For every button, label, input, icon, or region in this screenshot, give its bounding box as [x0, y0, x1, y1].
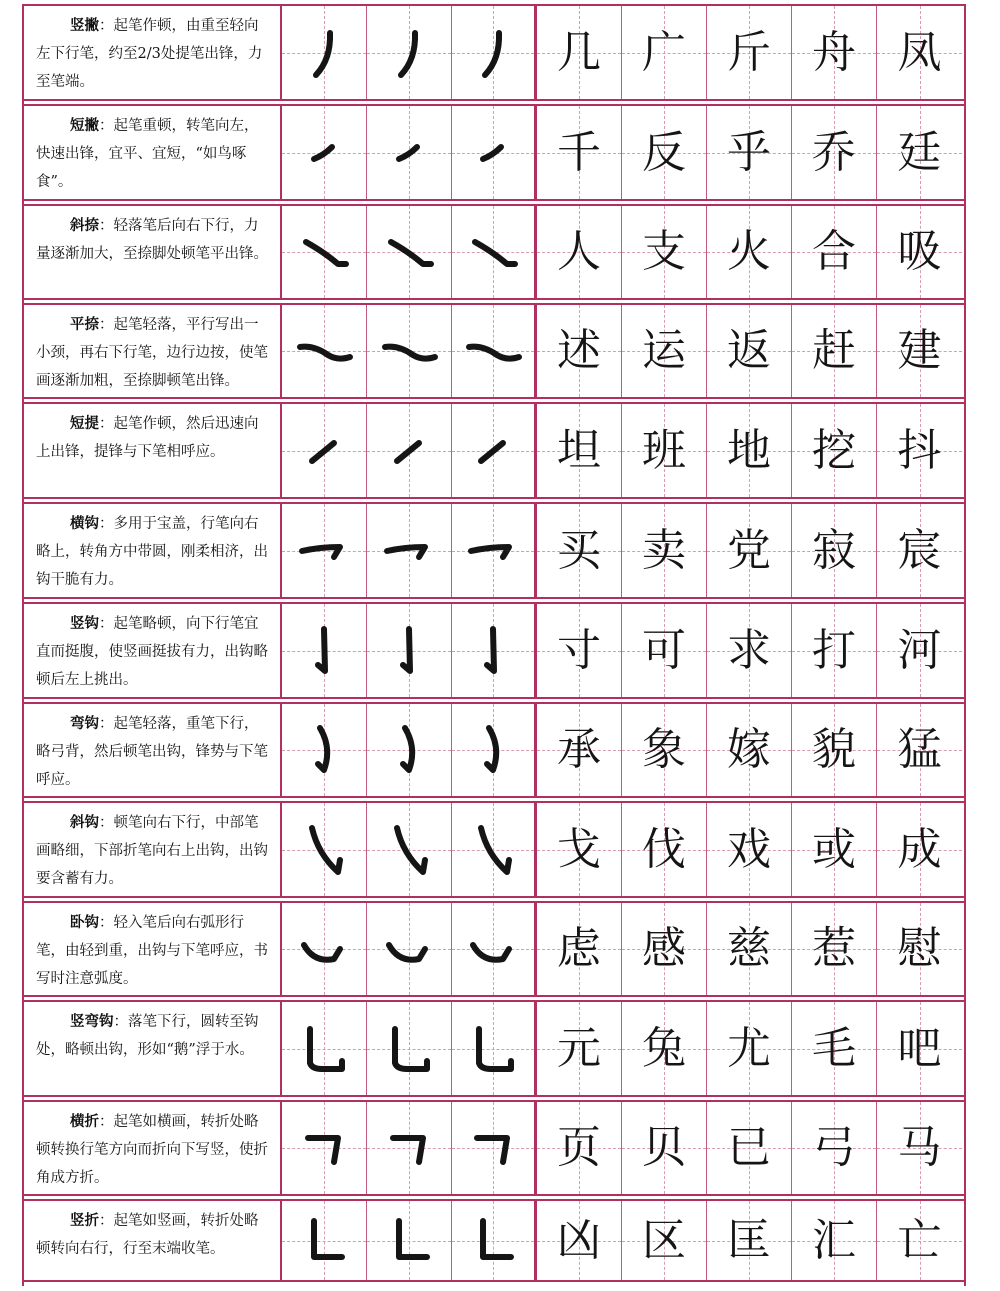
example-character-cell — [877, 704, 962, 796]
example-character: 毛 — [812, 1022, 856, 1074]
example-character: 合 — [812, 226, 856, 277]
stroke-description — [24, 604, 282, 697]
example-character: 区 — [642, 1214, 686, 1266]
example-character-cell — [877, 1201, 962, 1280]
vertical-bend-hook-stroke-icon — [294, 1019, 354, 1079]
horizontal-hook-stroke-icon — [379, 521, 439, 581]
stroke-sample-cell — [282, 1002, 367, 1095]
short-rising-stroke-icon — [379, 421, 439, 481]
stroke-row — [24, 1100, 964, 1196]
slanted-right-falling-stroke-icon — [294, 222, 354, 282]
example-character: 买 — [557, 524, 601, 576]
horizontal-hook-stroke-icon — [294, 521, 354, 581]
example-character-cell — [622, 504, 707, 597]
example-character-cell — [622, 404, 707, 497]
stroke-sample-cell — [452, 1201, 537, 1280]
example-character-cell — [707, 1102, 792, 1194]
vertical-bend-hook-stroke-icon — [379, 1019, 439, 1079]
vertical-hook-stroke-icon — [463, 621, 523, 681]
example-character: 广 — [642, 26, 686, 78]
example-character-cell — [537, 903, 622, 995]
example-character: 感 — [642, 923, 686, 974]
example-character-cell — [792, 404, 877, 497]
example-character-cell — [622, 106, 707, 199]
stroke-row — [24, 1000, 964, 1097]
curved-hook-stroke-icon — [379, 720, 439, 780]
example-character: 乔 — [812, 126, 856, 178]
stroke-sample-cell — [282, 1102, 367, 1194]
example-character-cell — [877, 604, 962, 697]
stroke-sample-cell — [367, 903, 452, 995]
example-character: 猛 — [897, 724, 942, 775]
stroke-sample-cell — [367, 1201, 452, 1280]
example-character: 已 — [727, 1122, 771, 1173]
stroke-description — [24, 6, 282, 99]
stroke-term: 斜钩 — [70, 815, 99, 831]
stroke-row — [24, 1199, 964, 1282]
example-character-cell — [877, 106, 962, 199]
stroke-description — [24, 106, 282, 199]
example-character-cell — [792, 1102, 877, 1194]
stroke-sample-cell — [282, 305, 367, 397]
example-character: 卖 — [642, 524, 686, 576]
example-character: 返 — [727, 325, 771, 376]
short-left-falling-stroke-icon — [294, 123, 354, 183]
stroke-sample-cell — [452, 305, 537, 397]
example-character-cell — [792, 604, 877, 697]
example-character: 乎 — [727, 126, 771, 178]
example-character-cell — [877, 1002, 962, 1095]
stroke-description — [24, 803, 282, 896]
example-character: 打 — [812, 624, 856, 676]
example-character: 亡 — [897, 1214, 942, 1266]
example-character-cell — [792, 106, 877, 199]
stroke-explanation: ：顿笔向右下行，中部笔画略细，下部折笔向右上出钩，出钩要含蓄有力。 — [36, 815, 268, 887]
stroke-description — [24, 704, 282, 796]
example-character: 党 — [727, 524, 771, 576]
slanted-right-falling-stroke-icon — [463, 222, 523, 282]
stroke-sample-cell — [452, 1102, 537, 1194]
stroke-row — [24, 702, 964, 798]
horizontal-hook-stroke-icon — [463, 521, 523, 581]
stroke-term: 卧钩 — [70, 915, 99, 931]
example-character-cell — [792, 704, 877, 796]
stroke-sample-cell — [452, 704, 537, 796]
example-character-cell — [622, 1201, 707, 1280]
example-character-cell — [792, 803, 877, 896]
example-character: 可 — [642, 624, 686, 676]
stroke-sample-cell — [367, 604, 452, 697]
stroke-explanation: ：轻入笔后向右弧形行笔，由轻到重，出钩与下笔呼应，书写时注意弧度。 — [36, 915, 268, 987]
example-character-cell — [622, 604, 707, 697]
example-character-cell — [707, 106, 792, 199]
vertical-hook-stroke-icon — [294, 621, 354, 681]
short-rising-stroke-icon — [463, 421, 523, 481]
stroke-description — [24, 206, 282, 298]
lying-hook-stroke-icon — [379, 919, 439, 979]
example-character-cell — [877, 305, 962, 397]
stroke-sample-cell — [282, 704, 367, 796]
stroke-explanation: ：起笔如横画，转折处略顿转换行笔方向而折向下写竖，使折角成方折。 — [36, 1114, 268, 1186]
example-character-cell — [707, 1002, 792, 1095]
example-character-cell — [792, 504, 877, 597]
example-character: 舟 — [812, 26, 856, 78]
stroke-sample-cell — [452, 604, 537, 697]
stroke-term: 短提 — [70, 416, 99, 432]
example-character-cell — [622, 1002, 707, 1095]
example-character: 兔 — [642, 1022, 686, 1074]
stroke-row — [24, 602, 964, 699]
example-character-cell — [622, 206, 707, 298]
stroke-sample-cell — [367, 106, 452, 199]
stroke-row — [24, 104, 964, 201]
stroke-description — [24, 903, 282, 995]
example-character: 河 — [897, 624, 942, 676]
vertical-left-falling-stroke-icon — [294, 23, 354, 83]
stroke-term: 竖撇 — [70, 18, 99, 34]
stroke-description — [24, 404, 282, 497]
stroke-term: 弯钩 — [70, 716, 99, 732]
short-left-falling-stroke-icon — [463, 123, 523, 183]
example-character: 象 — [642, 724, 686, 775]
example-character: 惹 — [812, 923, 856, 974]
slanted-hook-stroke-icon — [379, 820, 439, 880]
example-character: 寸 — [557, 624, 601, 676]
example-character: 坦 — [557, 424, 601, 476]
example-character-cell — [707, 504, 792, 597]
vertical-bend-hook-stroke-icon — [463, 1019, 523, 1079]
stroke-sample-cell — [282, 206, 367, 298]
stroke-term: 竖钩 — [70, 616, 99, 632]
example-character-cell — [792, 1201, 877, 1280]
example-character: 尤 — [727, 1022, 771, 1074]
vertical-left-falling-stroke-icon — [379, 23, 439, 83]
stroke-sample-cell — [367, 504, 452, 597]
example-character: 匡 — [727, 1214, 771, 1266]
stroke-sample-cell — [367, 206, 452, 298]
stroke-sample-cell — [367, 404, 452, 497]
example-character-cell — [622, 704, 707, 796]
stroke-explanation: ：起笔轻落，重笔下行，略弓背，然后顿笔出钩，锋势与下笔呼应。 — [36, 716, 268, 788]
flat-right-falling-stroke-icon — [463, 321, 523, 381]
stroke-sample-cell — [367, 305, 452, 397]
stroke-row — [24, 303, 964, 399]
stroke-row — [24, 402, 964, 499]
stroke-sample-cell — [452, 404, 537, 497]
slanted-right-falling-stroke-icon — [379, 222, 439, 282]
example-character-cell — [622, 903, 707, 995]
example-character: 挖 — [812, 424, 856, 476]
stroke-sample-cell — [452, 106, 537, 199]
example-character-cell — [707, 1201, 792, 1280]
practice-sheet — [22, 4, 966, 1286]
stroke-description — [24, 504, 282, 597]
example-character: 千 — [557, 126, 601, 178]
example-character-cell — [537, 604, 622, 697]
lying-hook-stroke-icon — [294, 919, 354, 979]
example-character: 成 — [897, 823, 942, 875]
slanted-hook-stroke-icon — [463, 820, 523, 880]
example-character: 马 — [897, 1122, 942, 1173]
example-character-cell — [877, 206, 962, 298]
example-character-cell — [537, 404, 622, 497]
stroke-explanation: ：轻落笔后向右下行，力量逐渐加大，至捺脚处顿笔平出锋。 — [36, 218, 268, 262]
example-character: 页 — [557, 1122, 601, 1173]
example-character: 支 — [642, 226, 686, 277]
vertical-left-falling-stroke-icon — [463, 23, 523, 83]
stroke-explanation: ：多用于宝盖，行笔向右略上，转角方中带圆，刚柔相济，出钩干脆有力。 — [36, 516, 268, 588]
stroke-sample-cell — [282, 903, 367, 995]
example-character-cell — [537, 504, 622, 597]
stroke-row — [24, 4, 964, 101]
short-left-falling-stroke-icon — [379, 123, 439, 183]
example-character-cell — [877, 803, 962, 896]
lying-hook-stroke-icon — [463, 919, 523, 979]
example-character-cell — [877, 6, 962, 99]
example-character: 班 — [642, 424, 686, 476]
stroke-explanation: ：起笔重顿，转笔向左，快速出锋，宜平、宜短，“如鸟啄食”。 — [36, 118, 259, 190]
stroke-description — [24, 1002, 282, 1095]
stroke-term: 横钩 — [70, 516, 99, 532]
example-character-cell — [707, 803, 792, 896]
example-character-cell — [537, 704, 622, 796]
horizontal-turn-stroke-icon — [463, 1118, 523, 1178]
example-character-cell — [792, 903, 877, 995]
stroke-description — [24, 305, 282, 397]
vertical-turn-stroke-icon — [379, 1211, 439, 1271]
example-character-cell — [537, 1102, 622, 1194]
example-character: 几 — [557, 26, 601, 78]
stroke-sample-cell — [367, 1002, 452, 1095]
example-character: 人 — [557, 226, 601, 277]
example-character: 慈 — [727, 923, 771, 974]
example-character: 赶 — [812, 325, 856, 376]
flat-right-falling-stroke-icon — [294, 321, 354, 381]
example-character-cell — [877, 903, 962, 995]
stroke-sample-cell — [452, 803, 537, 896]
stroke-sample-cell — [452, 206, 537, 298]
stroke-sample-cell — [452, 1002, 537, 1095]
horizontal-turn-stroke-icon — [379, 1118, 439, 1178]
stroke-explanation: ：起笔略顿，向下行笔宜直而挺腹，使竖画挺拔有力，出钩略顿后左上挑出。 — [36, 616, 268, 688]
stroke-term: 斜捺 — [70, 218, 99, 234]
example-character-cell — [792, 6, 877, 99]
example-character: 运 — [642, 325, 686, 376]
example-character-cell — [537, 1002, 622, 1095]
stroke-explanation: ：落笔下行，圆转至钩处，略顿出钩，形如“鹅”浮于水。 — [36, 1014, 259, 1058]
example-character-cell — [877, 504, 962, 597]
example-character-cell — [707, 6, 792, 99]
example-character: 求 — [727, 624, 771, 676]
example-character: 抖 — [897, 424, 942, 476]
example-character: 吧 — [897, 1022, 942, 1074]
example-character-cell — [707, 704, 792, 796]
stroke-explanation: ：起笔如竖画，转折处略顿转向右行，行至末端收笔。 — [36, 1213, 259, 1257]
stroke-explanation: ：起笔轻落，平行写出一小颈，再右下行笔，边行边按，使笔画逐渐加粗，至捺脚顿笔出锋。 — [36, 317, 268, 389]
stroke-sample-cell — [282, 6, 367, 99]
example-character: 汇 — [812, 1214, 856, 1266]
stroke-sample-cell — [367, 704, 452, 796]
example-character: 述 — [557, 325, 601, 376]
stroke-sample-cell — [282, 604, 367, 697]
example-character: 建 — [897, 325, 942, 376]
stroke-term: 竖折 — [70, 1213, 99, 1229]
example-character: 伐 — [642, 823, 686, 875]
stroke-row — [24, 502, 964, 599]
example-character-cell — [707, 903, 792, 995]
stroke-sample-cell — [282, 504, 367, 597]
stroke-term: 竖弯钩 — [70, 1014, 114, 1030]
stroke-term: 平捺 — [70, 317, 99, 333]
example-character-cell — [537, 1201, 622, 1280]
vertical-turn-stroke-icon — [463, 1211, 523, 1271]
example-character: 地 — [727, 424, 771, 476]
stroke-sample-cell — [282, 106, 367, 199]
horizontal-turn-stroke-icon — [294, 1118, 354, 1178]
example-character: 廷 — [897, 126, 942, 178]
short-rising-stroke-icon — [294, 421, 354, 481]
stroke-sample-cell — [367, 6, 452, 99]
curved-hook-stroke-icon — [294, 720, 354, 780]
example-character-cell — [792, 1002, 877, 1095]
stroke-explanation: ：起笔作顿，然后迅速向上出锋，提锋与下笔相呼应。 — [36, 416, 259, 460]
stroke-row — [24, 901, 964, 997]
stroke-sample-cell — [367, 1102, 452, 1194]
example-character: 弓 — [812, 1122, 856, 1173]
example-character: 或 — [812, 823, 856, 875]
stroke-row — [24, 204, 964, 300]
example-character: 宸 — [897, 524, 942, 576]
stroke-sample-cell — [282, 404, 367, 497]
flat-right-falling-stroke-icon — [379, 321, 439, 381]
example-character: 慰 — [897, 923, 942, 974]
stroke-description — [24, 1201, 282, 1280]
example-character: 虑 — [557, 923, 601, 974]
example-character: 寂 — [812, 524, 856, 576]
example-character-cell — [537, 305, 622, 397]
example-character: 嫁 — [727, 724, 771, 775]
example-character-cell — [877, 1102, 962, 1194]
example-character: 斤 — [727, 26, 771, 78]
stroke-sample-cell — [367, 803, 452, 896]
example-character: 貌 — [812, 724, 856, 775]
stroke-term: 短撇 — [70, 118, 99, 134]
example-character-cell — [622, 6, 707, 99]
example-character-cell — [537, 803, 622, 896]
example-character-cell — [792, 206, 877, 298]
example-character-cell — [537, 106, 622, 199]
curved-hook-stroke-icon — [463, 720, 523, 780]
example-character: 吸 — [897, 226, 942, 277]
example-character-cell — [792, 305, 877, 397]
example-character-cell — [537, 6, 622, 99]
example-character: 元 — [557, 1022, 601, 1074]
example-character: 戏 — [727, 823, 771, 875]
stroke-sample-cell — [452, 903, 537, 995]
example-character: 承 — [557, 724, 601, 775]
example-character-cell — [707, 604, 792, 697]
stroke-sample-cell — [282, 803, 367, 896]
stroke-row — [24, 801, 964, 898]
example-character-cell — [707, 206, 792, 298]
example-character: 戈 — [557, 823, 601, 875]
example-character-cell — [707, 404, 792, 497]
slanted-hook-stroke-icon — [294, 820, 354, 880]
example-character-cell — [877, 404, 962, 497]
stroke-sample-cell — [452, 6, 537, 99]
example-character: 火 — [727, 226, 771, 277]
stroke-term: 横折 — [70, 1114, 99, 1130]
example-character-cell — [622, 1102, 707, 1194]
stroke-sample-cell — [282, 1201, 367, 1280]
vertical-hook-stroke-icon — [379, 621, 439, 681]
stroke-description — [24, 1102, 282, 1194]
example-character-cell — [622, 803, 707, 896]
example-character: 凤 — [897, 26, 942, 78]
example-character-cell — [537, 206, 622, 298]
example-character-cell — [707, 305, 792, 397]
example-character: 凶 — [557, 1214, 601, 1266]
stroke-explanation: ：起笔作顿，由重至轻向左下行笔，约至2/3处提笔出锋，力至笔端。 — [36, 18, 263, 90]
stroke-sample-cell — [452, 504, 537, 597]
example-character: 反 — [642, 126, 686, 178]
vertical-turn-stroke-icon — [294, 1211, 354, 1271]
example-character-cell — [622, 305, 707, 397]
example-character: 贝 — [642, 1122, 686, 1173]
